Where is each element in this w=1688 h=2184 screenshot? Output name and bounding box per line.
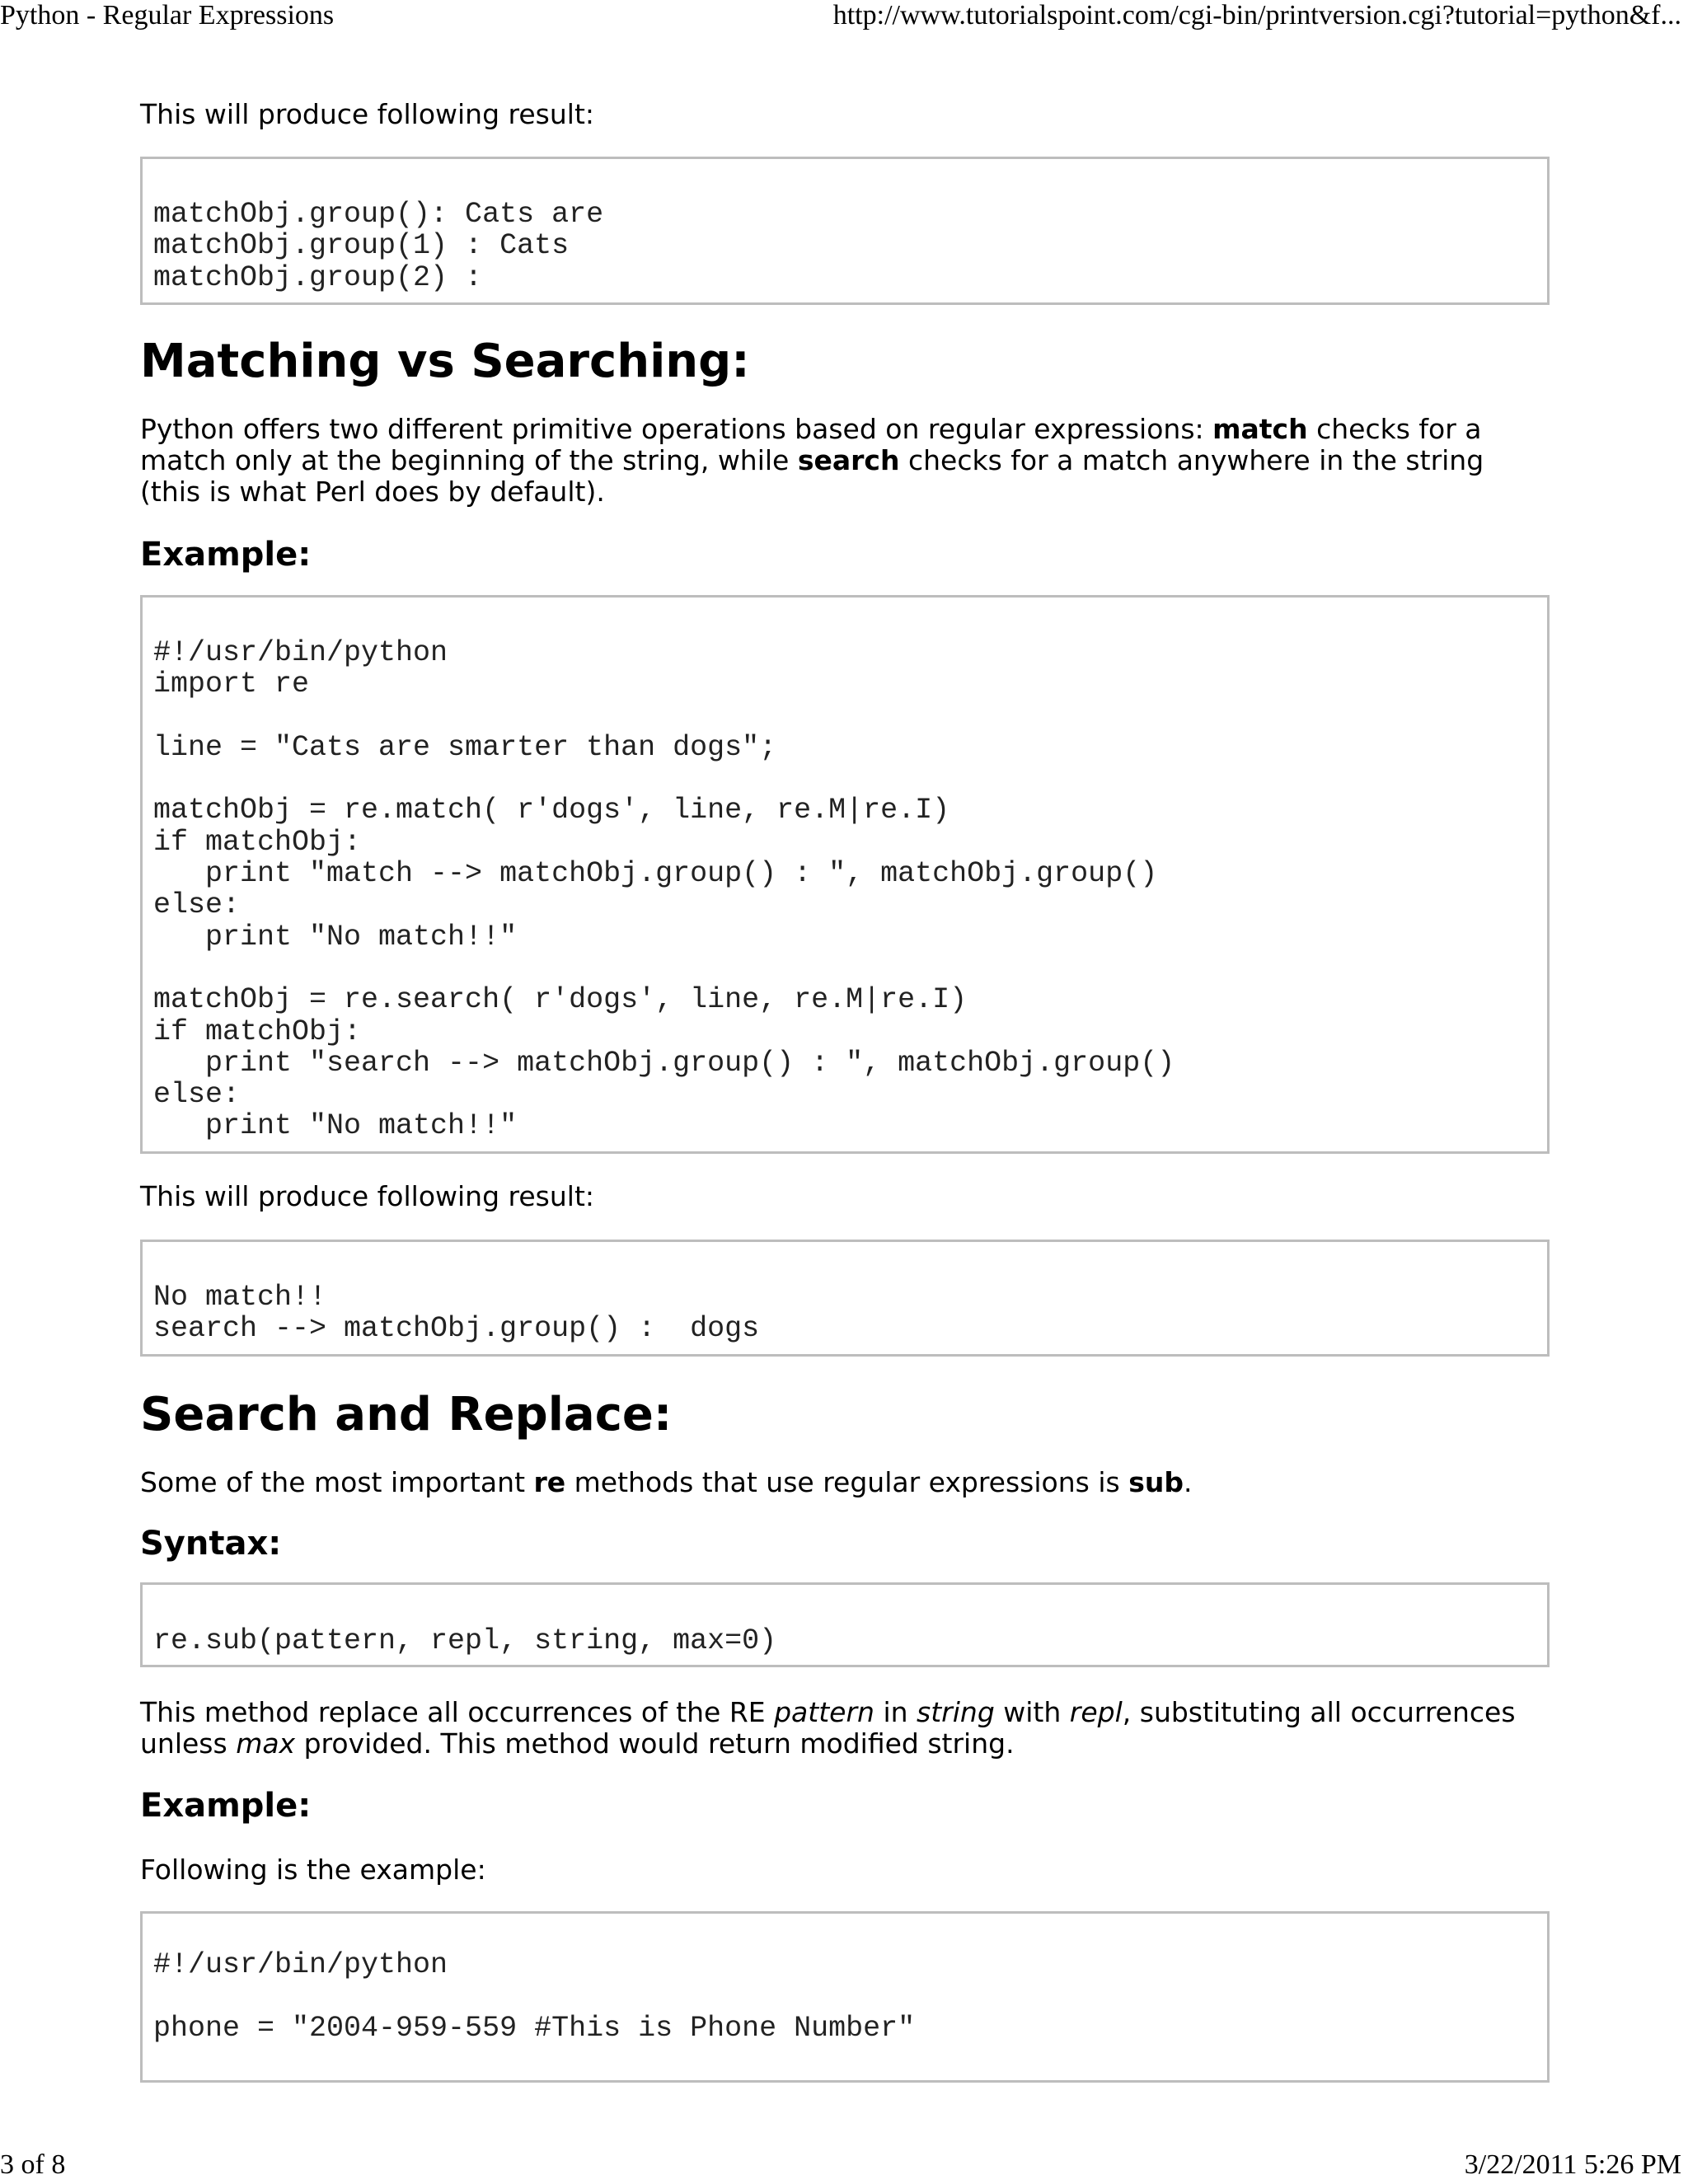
- code-block-syntax: [140, 1582, 1550, 1667]
- italic-term-max: max: [236, 1727, 296, 1760]
- example-heading: Example:: [140, 1787, 312, 1825]
- print-datetime: 3/22/2011 5:26 PM: [1464, 2149, 1681, 2180]
- code-block-example-2: [140, 1911, 1550, 2083]
- syntax-heading: Syntax:: [140, 1525, 282, 1563]
- method-paragraph: [140, 1697, 1551, 1760]
- text-run: Some of the most important: [140, 1466, 534, 1498]
- text-run: in: [874, 1696, 917, 1728]
- text-run: with: [994, 1696, 1070, 1728]
- section-heading-replace: Search and Replace:: [140, 1388, 673, 1441]
- italic-term-string: string: [917, 1696, 995, 1728]
- code-text: No match!! search --> matchObj.group() : dogs: [153, 1281, 760, 1346]
- code-text: re.sub(pattern, repl, string, max=0): [153, 1624, 777, 1657]
- code-text: #!/usr/bin/python phone = "2004-959-559 #This is Phone Number": [153, 1948, 916, 2045]
- text-run: , substituting all occurrences unless: [140, 1696, 1516, 1760]
- code-block-result-2: [140, 1240, 1550, 1357]
- code-text: #!/usr/bin/python import re line = "Cats are smarter than dogs"; matchObj = re.match( r'dogs', line, re.M|re.I) if matchObj: print "match --> matchObj.group() : ", matchObj.group() else: print "No match!!" matchObj = re.search( r'dogs', line, re.M|re.I) if matchObj: print "search --> matchObj.group() : ", matchObj.group() else: print "No match!!": [153, 636, 1175, 1143]
- bold-term-sub: sub: [1128, 1466, 1184, 1498]
- page-url: http://www.tutorialspoint.com/cgi-bin/printversion.cgi?tutorial=python&f...: [832, 0, 1681, 30]
- italic-term-pattern: pattern: [774, 1696, 874, 1728]
- section-heading-matching: Matching vs Searching:: [140, 335, 750, 388]
- italic-term-repl: repl: [1069, 1696, 1123, 1728]
- page-title: Python - Regular Expressions: [0, 0, 335, 30]
- bold-term-search: search: [797, 444, 900, 476]
- bold-term-re: re: [533, 1466, 566, 1498]
- text-run: checks for a match anywhere in the string (this is what Perl does by default).: [140, 444, 1484, 508]
- result-intro-text: This will produce following result:: [140, 1180, 595, 1212]
- text-run: methods that use regular expressions is: [565, 1466, 1129, 1498]
- replace-paragraph: [140, 1467, 1551, 1498]
- code-text: matchObj.group(): Cats are matchObj.group(1) : Cats matchObj.group(2) :: [153, 198, 604, 294]
- bold-term-match: match: [1212, 413, 1308, 445]
- text-run: Python offers two different primitive operations based on regular expressions:: [140, 413, 1213, 445]
- code-block-example-1: [140, 595, 1550, 1154]
- text-run: .: [1183, 1466, 1193, 1498]
- code-block-result-1: [140, 157, 1550, 305]
- example-heading: Example:: [140, 536, 312, 574]
- page-number: 3 of 8: [0, 2149, 66, 2180]
- result-intro-text: This will produce following result:: [140, 98, 595, 130]
- text-run: checks for a match only at the beginning of the string, while: [140, 413, 1482, 476]
- text-run: provided. This method would return modified string.: [295, 1727, 1015, 1760]
- following-example-text: Following is the example:: [140, 1854, 486, 1886]
- matching-paragraph: [140, 414, 1551, 508]
- text-run: This method replace all occurrences of the RE: [140, 1696, 775, 1728]
